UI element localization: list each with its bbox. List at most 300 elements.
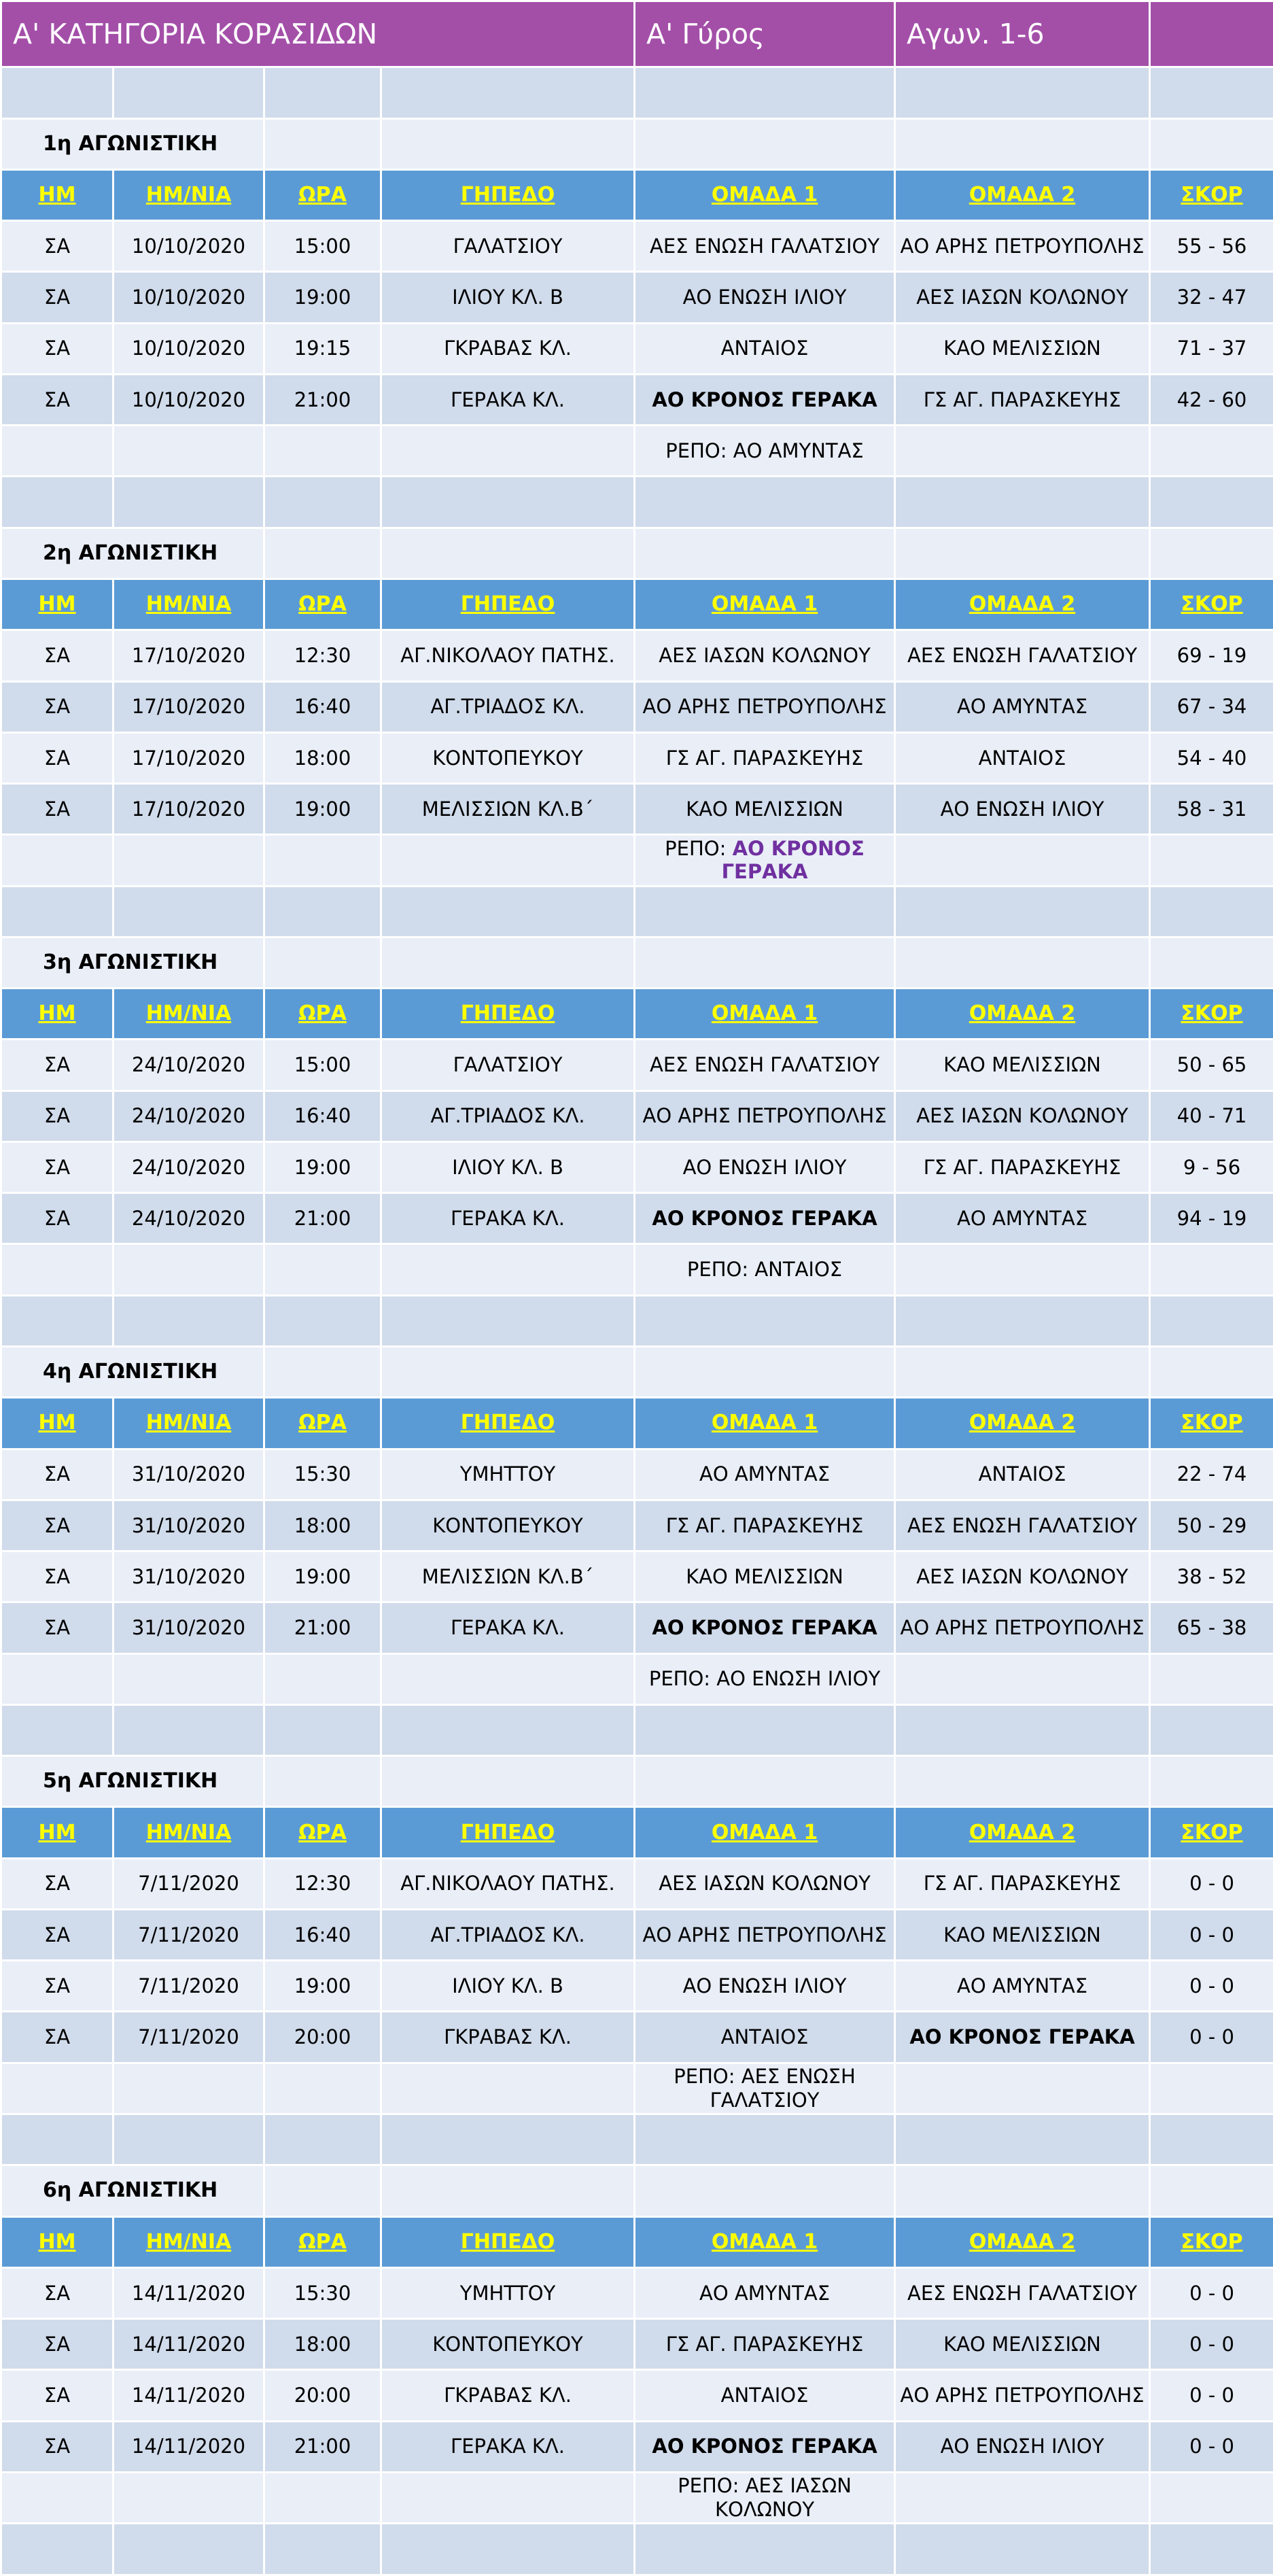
empty-cell bbox=[381, 1653, 635, 1704]
match-row bbox=[1, 1551, 1273, 1602]
match-row bbox=[1, 1040, 1273, 1090]
round-label: 2η ΑΓΩΝΙΣΤΙΚΗ bbox=[1, 528, 264, 579]
round-label-row bbox=[1, 937, 1273, 988]
venue-cell: ΙΛΙΟΥ ΚΛ. Β bbox=[381, 1141, 635, 1192]
column-header: ΓΗΠΕΔΟ bbox=[381, 1807, 635, 1858]
date-cell: 31/10/2020 bbox=[114, 1602, 264, 1653]
bye-label: ΡΕΠΟ: bbox=[665, 836, 727, 860]
empty-cell bbox=[635, 67, 895, 118]
bye-row bbox=[1, 426, 1273, 477]
time-cell: 19:00 bbox=[264, 1141, 381, 1192]
column-header: ΗΜ bbox=[1, 579, 114, 630]
time-cell: 18:00 bbox=[264, 1500, 381, 1551]
venue-cell: ΓΚΡΑΒΑΣ ΚΛ. bbox=[381, 2012, 635, 2063]
score-cell: 40 - 71 bbox=[1150, 1090, 1273, 1141]
empty-cell bbox=[895, 937, 1150, 988]
team2-cell: ΑΟ ΑΡΗΣ ΠΕΤΡΟΥΠΟΛΗΣ bbox=[895, 221, 1150, 272]
team2-cell: ΚΑΟ ΜΕΛΙΣΣΙΩΝ bbox=[895, 1909, 1150, 1960]
match-row bbox=[1, 2267, 1273, 2318]
date-cell: 17/10/2020 bbox=[114, 681, 264, 732]
venue-cell: ΙΛΙΟΥ ΚΛ. Β bbox=[381, 272, 635, 323]
team2-cell: ΑΟ ΕΝΩΣΗ ΙΛΙΟΥ bbox=[895, 2421, 1150, 2472]
empty-cell bbox=[264, 2114, 381, 2165]
empty-cell bbox=[1, 1244, 114, 1295]
column-header: ΗΜ/ΝΙΑ bbox=[114, 579, 264, 630]
day-cell: ΣΑ bbox=[1, 374, 114, 425]
date-cell: 24/10/2020 bbox=[114, 1141, 264, 1192]
date-cell: 31/10/2020 bbox=[114, 1551, 264, 1602]
team1-cell: ΑΟ ΑΡΗΣ ΠΕΤΡΟΥΠΟΛΗΣ bbox=[635, 1909, 895, 1960]
day-cell: ΣΑ bbox=[1, 2319, 114, 2370]
empty-cell bbox=[114, 1244, 264, 1295]
empty-cell bbox=[264, 118, 381, 169]
spacer-row bbox=[1, 67, 1273, 118]
column-header: ΟΜΑΔΑ 2 bbox=[895, 989, 1150, 1040]
column-header: ΗΜ bbox=[1, 169, 114, 220]
column-header: ΓΗΠΕΔΟ bbox=[381, 2216, 635, 2267]
column-header: ΗΜ/ΝΙΑ bbox=[114, 2216, 264, 2267]
column-header: ΓΗΠΕΔΟ bbox=[381, 169, 635, 220]
empty-cell bbox=[114, 477, 264, 528]
column-header: ΗΜ bbox=[1, 1398, 114, 1449]
match-row bbox=[1, 1909, 1273, 1960]
title-row bbox=[1, 1, 1273, 67]
category-title: Α' ΚΑΤΗΓΟΡΙΑ ΚΟΡΑΣΙΔΩΝ bbox=[1, 1, 635, 67]
time-cell: 18:00 bbox=[264, 2319, 381, 2370]
empty-cell bbox=[1150, 67, 1273, 118]
team2-cell: ΚΑΟ ΜΕΛΙΣΣΙΩΝ bbox=[895, 323, 1150, 374]
team2-cell: ΑΕΣ ΙΑΣΩΝ ΚΟΛΩΝΟΥ bbox=[895, 1551, 1150, 1602]
date-cell: 24/10/2020 bbox=[114, 1040, 264, 1090]
empty-cell bbox=[264, 1347, 381, 1398]
empty-cell bbox=[635, 2524, 895, 2575]
round-label: 4η ΑΓΩΝΙΣΤΙΚΗ bbox=[1, 1347, 264, 1398]
empty-cell bbox=[381, 528, 635, 579]
match-row bbox=[1, 374, 1273, 425]
bye-row bbox=[1, 1244, 1273, 1295]
empty-cell bbox=[1, 886, 114, 937]
venue-cell: ΓΕΡΑΚΑ ΚΛ. bbox=[381, 1193, 635, 1244]
day-cell: ΣΑ bbox=[1, 1909, 114, 1960]
empty-cell bbox=[114, 2063, 264, 2114]
column-header: ΟΜΑΔΑ 1 bbox=[635, 1398, 895, 1449]
match-row bbox=[1, 2012, 1273, 2063]
empty-cell bbox=[114, 2472, 264, 2523]
team2-cell: ΓΣ ΑΓ. ΠΑΡΑΣΚΕΥΗΣ bbox=[895, 1858, 1150, 1909]
venue-cell: ΓΑΛΑΤΣΙΟΥ bbox=[381, 221, 635, 272]
empty-cell bbox=[114, 886, 264, 937]
empty-cell bbox=[635, 118, 895, 169]
empty-cell bbox=[895, 835, 1150, 886]
date-cell: 14/11/2020 bbox=[114, 2370, 264, 2421]
bye-team: ΑΟ ΕΝΩΣΗ ΙΛΙΟΥ bbox=[716, 1667, 881, 1691]
empty-cell bbox=[895, 2524, 1150, 2575]
column-header-row bbox=[1, 2216, 1273, 2267]
bye-cell bbox=[635, 2472, 895, 2523]
time-cell: 12:30 bbox=[264, 630, 381, 681]
score-cell: 0 - 0 bbox=[1150, 1961, 1273, 2012]
venue-cell: ΚΟΝΤΟΠΕΥΚΟΥ bbox=[381, 1500, 635, 1551]
team1-cell: ΑΟ ΚΡΟΝΟΣ ΓΕΡΑΚΑ bbox=[635, 1602, 895, 1653]
venue-cell: ΑΓ.ΝΙΚΟΛΑΟΥ ΠΑΤΗΣ. bbox=[381, 1858, 635, 1909]
empty-cell bbox=[635, 1704, 895, 1755]
bye-team: ΑΟ ΑΜΥΝΤΑΣ bbox=[733, 439, 864, 462]
empty-cell bbox=[635, 886, 895, 937]
empty-cell bbox=[635, 477, 895, 528]
column-header: ΣΚΟΡ bbox=[1150, 1398, 1273, 1449]
column-header: ΟΜΑΔΑ 2 bbox=[895, 169, 1150, 220]
team1-cell: ΑΕΣ ΙΑΣΩΝ ΚΟΛΩΝΟΥ bbox=[635, 1858, 895, 1909]
team2-cell: ΑΟ ΚΡΟΝΟΣ ΓΕΡΑΚΑ bbox=[895, 2012, 1150, 2063]
venue-cell: ΓΑΛΑΤΣΙΟΥ bbox=[381, 1040, 635, 1090]
empty-cell bbox=[635, 937, 895, 988]
empty-cell bbox=[895, 1295, 1150, 1346]
time-cell: 15:00 bbox=[264, 221, 381, 272]
empty-cell bbox=[381, 1756, 635, 1807]
team1-cell: ΑΟ ΚΡΟΝΟΣ ΓΕΡΑΚΑ bbox=[635, 2421, 895, 2472]
day-cell: ΣΑ bbox=[1, 732, 114, 783]
round-label: 6η ΑΓΩΝΙΣΤΙΚΗ bbox=[1, 2165, 264, 2216]
column-header: ΓΗΠΕΔΟ bbox=[381, 989, 635, 1040]
empty-cell bbox=[635, 2114, 895, 2165]
bye-label: ΡΕΠΟ: bbox=[648, 1667, 711, 1691]
empty-cell bbox=[1150, 2114, 1273, 2165]
score-cell: 94 - 19 bbox=[1150, 1193, 1273, 1244]
venue-cell: ΓΚΡΑΒΑΣ ΚΛ. bbox=[381, 323, 635, 374]
empty-cell bbox=[1150, 118, 1273, 169]
date-cell: 14/11/2020 bbox=[114, 2319, 264, 2370]
empty-cell bbox=[1150, 2165, 1273, 2216]
empty-cell bbox=[114, 2114, 264, 2165]
team1-cell: ΑΟ ΑΜΥΝΤΑΣ bbox=[635, 1449, 895, 1500]
round-label-row bbox=[1, 1756, 1273, 1807]
match-row bbox=[1, 323, 1273, 374]
date-cell: 10/10/2020 bbox=[114, 221, 264, 272]
empty-cell bbox=[264, 835, 381, 886]
empty-cell bbox=[264, 937, 381, 988]
column-header: ΗΜ/ΝΙΑ bbox=[114, 1398, 264, 1449]
day-cell: ΣΑ bbox=[1, 1500, 114, 1551]
column-header-row bbox=[1, 989, 1273, 1040]
round-label-row bbox=[1, 118, 1273, 169]
venue-cell: ΑΓ.ΝΙΚΟΛΑΟΥ ΠΑΤΗΣ. bbox=[381, 630, 635, 681]
empty-cell bbox=[114, 835, 264, 886]
score-cell: 67 - 34 bbox=[1150, 681, 1273, 732]
spacer-row bbox=[1, 1704, 1273, 1755]
time-cell: 19:00 bbox=[264, 1551, 381, 1602]
date-cell: 7/11/2020 bbox=[114, 1909, 264, 1960]
match-row bbox=[1, 272, 1273, 323]
day-cell: ΣΑ bbox=[1, 630, 114, 681]
score-cell: 0 - 0 bbox=[1150, 2370, 1273, 2421]
empty-cell bbox=[381, 835, 635, 886]
match-row bbox=[1, 1193, 1273, 1244]
empty-cell bbox=[635, 1756, 895, 1807]
team1-cell: ΑΕΣ ΕΝΩΣΗ ΓΑΛΑΤΣΙΟΥ bbox=[635, 221, 895, 272]
match-row bbox=[1, 2370, 1273, 2421]
score-cell: 42 - 60 bbox=[1150, 374, 1273, 425]
match-row bbox=[1, 1602, 1273, 1653]
day-cell: ΣΑ bbox=[1, 323, 114, 374]
empty-cell bbox=[381, 1244, 635, 1295]
time-cell: 19:00 bbox=[264, 272, 381, 323]
round-label: 3η ΑΓΩΝΙΣΤΙΚΗ bbox=[1, 937, 264, 988]
column-header: ΩΡΑ bbox=[264, 169, 381, 220]
column-header: ΟΜΑΔΑ 2 bbox=[895, 579, 1150, 630]
bye-cell bbox=[635, 835, 895, 886]
empty-cell bbox=[264, 2165, 381, 2216]
column-header: ΟΜΑΔΑ 1 bbox=[635, 169, 895, 220]
empty-cell bbox=[381, 118, 635, 169]
team1-cell: ΑΟ ΕΝΩΣΗ ΙΛΙΟΥ bbox=[635, 272, 895, 323]
team1-cell: ΑΟ ΑΡΗΣ ΠΕΤΡΟΥΠΟΛΗΣ bbox=[635, 1090, 895, 1141]
date-cell: 24/10/2020 bbox=[114, 1193, 264, 1244]
match-row bbox=[1, 630, 1273, 681]
score-cell: 50 - 29 bbox=[1150, 1500, 1273, 1551]
venue-cell: ΜΕΛΙΣΣΙΩΝ ΚΛ.Β΄ bbox=[381, 1551, 635, 1602]
empty-cell bbox=[895, 1244, 1150, 1295]
column-header: ΩΡΑ bbox=[264, 2216, 381, 2267]
score-cell: 0 - 0 bbox=[1150, 2421, 1273, 2472]
venue-cell: ΓΕΡΑΚΑ ΚΛ. bbox=[381, 1602, 635, 1653]
empty-cell bbox=[1, 1653, 114, 1704]
team2-cell: ΚΑΟ ΜΕΛΙΣΣΙΩΝ bbox=[895, 1040, 1150, 1090]
empty-cell bbox=[1150, 886, 1273, 937]
empty-cell bbox=[1150, 937, 1273, 988]
match-row bbox=[1, 784, 1273, 835]
bye-row bbox=[1, 2063, 1273, 2114]
team2-cell: ΓΣ ΑΓ. ΠΑΡΑΣΚΕΥΗΣ bbox=[895, 374, 1150, 425]
time-cell: 16:40 bbox=[264, 1909, 381, 1960]
team2-cell: ΑΕΣ ΙΑΣΩΝ ΚΟΛΩΝΟΥ bbox=[895, 1090, 1150, 1141]
empty-cell bbox=[264, 477, 381, 528]
bye-label: ΡΕΠΟ: bbox=[678, 2474, 739, 2498]
time-cell: 21:00 bbox=[264, 1602, 381, 1653]
column-header: ΗΜ bbox=[1, 989, 114, 1040]
date-cell: 14/11/2020 bbox=[114, 2421, 264, 2472]
empty-cell bbox=[381, 67, 635, 118]
venue-cell: ΑΓ.ΤΡΙΑΔΟΣ ΚΛ. bbox=[381, 681, 635, 732]
match-row bbox=[1, 1858, 1273, 1909]
match-row bbox=[1, 681, 1273, 732]
empty-cell bbox=[381, 937, 635, 988]
empty-cell bbox=[264, 886, 381, 937]
empty-cell bbox=[264, 1653, 381, 1704]
empty-cell bbox=[264, 67, 381, 118]
column-header: ΩΡΑ bbox=[264, 579, 381, 630]
empty-cell bbox=[895, 528, 1150, 579]
column-header: ΟΜΑΔΑ 2 bbox=[895, 1807, 1150, 1858]
team1-cell: ΑΟ ΑΜΥΝΤΑΣ bbox=[635, 2267, 895, 2318]
empty-cell bbox=[895, 1756, 1150, 1807]
empty-cell bbox=[1, 1704, 114, 1755]
bye-cell bbox=[635, 1653, 895, 1704]
empty-cell bbox=[381, 2472, 635, 2523]
team2-cell: ΑΕΣ ΕΝΩΣΗ ΓΑΛΑΤΣΙΟΥ bbox=[895, 2267, 1150, 2318]
empty-cell bbox=[895, 886, 1150, 937]
empty-cell bbox=[1150, 1704, 1273, 1755]
time-cell: 20:00 bbox=[264, 2370, 381, 2421]
column-header: ΟΜΑΔΑ 1 bbox=[635, 579, 895, 630]
team2-cell: ΑΟ ΑΡΗΣ ΠΕΤΡΟΥΠΟΛΗΣ bbox=[895, 2370, 1150, 2421]
spacer-row bbox=[1, 1295, 1273, 1346]
day-cell: ΣΑ bbox=[1, 1858, 114, 1909]
empty-cell bbox=[264, 1295, 381, 1346]
empty-cell bbox=[381, 2063, 635, 2114]
column-header: ΟΜΑΔΑ 1 bbox=[635, 2216, 895, 2267]
bye-row bbox=[1, 1653, 1273, 1704]
score-cell: 22 - 74 bbox=[1150, 1449, 1273, 1500]
empty-cell bbox=[635, 2165, 895, 2216]
empty-cell bbox=[895, 118, 1150, 169]
team2-cell: ΑΟ ΑΜΥΝΤΑΣ bbox=[895, 1193, 1150, 1244]
time-cell: 20:00 bbox=[264, 2012, 381, 2063]
time-cell: 16:40 bbox=[264, 1090, 381, 1141]
round-label-row bbox=[1, 528, 1273, 579]
time-cell: 21:00 bbox=[264, 1193, 381, 1244]
time-cell: 19:00 bbox=[264, 1961, 381, 2012]
day-cell: ΣΑ bbox=[1, 272, 114, 323]
team2-cell: ΑΟ ΑΜΥΝΤΑΣ bbox=[895, 681, 1150, 732]
venue-cell: ΥΜΗΤΤΟΥ bbox=[381, 1449, 635, 1500]
column-header: ΟΜΑΔΑ 2 bbox=[895, 2216, 1150, 2267]
empty-cell bbox=[264, 2472, 381, 2523]
empty-cell bbox=[895, 426, 1150, 477]
empty-cell bbox=[1150, 528, 1273, 579]
column-header: ΓΗΠΕΔΟ bbox=[381, 579, 635, 630]
bye-label: ΡΕΠΟ: bbox=[665, 439, 727, 462]
spacer-row bbox=[1, 2524, 1273, 2575]
team1-cell: ΑΕΣ ΕΝΩΣΗ ΓΑΛΑΤΣΙΟΥ bbox=[635, 1040, 895, 1090]
score-cell: 54 - 40 bbox=[1150, 732, 1273, 783]
empty-cell bbox=[1, 835, 114, 886]
score-cell: 32 - 47 bbox=[1150, 272, 1273, 323]
empty-cell bbox=[264, 2524, 381, 2575]
time-cell: 15:30 bbox=[264, 2267, 381, 2318]
date-cell: 31/10/2020 bbox=[114, 1500, 264, 1551]
day-cell: ΣΑ bbox=[1, 1551, 114, 1602]
match-row bbox=[1, 732, 1273, 783]
empty-cell bbox=[635, 1347, 895, 1398]
day-cell: ΣΑ bbox=[1, 1449, 114, 1500]
team1-cell: ΑΝΤΑΙΟΣ bbox=[635, 2370, 895, 2421]
column-header: ΟΜΑΔΑ 1 bbox=[635, 1807, 895, 1858]
empty-cell bbox=[114, 1704, 264, 1755]
team1-cell: ΑΟ ΑΡΗΣ ΠΕΤΡΟΥΠΟΛΗΣ bbox=[635, 681, 895, 732]
match-row bbox=[1, 1449, 1273, 1500]
empty-cell bbox=[114, 67, 264, 118]
team1-cell: ΑΟ ΕΝΩΣΗ ΙΛΙΟΥ bbox=[635, 1961, 895, 2012]
empty-cell bbox=[381, 886, 635, 937]
score-cell: 50 - 65 bbox=[1150, 1040, 1273, 1090]
day-cell: ΣΑ bbox=[1, 1040, 114, 1090]
team1-cell: ΓΣ ΑΓ. ΠΑΡΑΣΚΕΥΗΣ bbox=[635, 1500, 895, 1551]
team2-cell: ΑΟ ΕΝΩΣΗ ΙΛΙΟΥ bbox=[895, 784, 1150, 835]
column-header-row bbox=[1, 169, 1273, 220]
score-cell: 0 - 0 bbox=[1150, 2012, 1273, 2063]
team2-cell: ΑΕΣ ΙΑΣΩΝ ΚΟΛΩΝΟΥ bbox=[895, 272, 1150, 323]
date-cell: 17/10/2020 bbox=[114, 784, 264, 835]
column-header-row bbox=[1, 1398, 1273, 1449]
score-cell: 65 - 38 bbox=[1150, 1602, 1273, 1653]
bye-label: ΡΕΠΟ: bbox=[686, 1258, 749, 1282]
date-cell: 17/10/2020 bbox=[114, 732, 264, 783]
empty-cell bbox=[1150, 2472, 1273, 2523]
day-cell: ΣΑ bbox=[1, 784, 114, 835]
time-cell: 15:00 bbox=[264, 1040, 381, 1090]
time-cell: 21:00 bbox=[264, 374, 381, 425]
empty-cell bbox=[1, 67, 114, 118]
date-cell: 7/11/2020 bbox=[114, 1858, 264, 1909]
spacer-row bbox=[1, 477, 1273, 528]
team2-cell: ΓΣ ΑΓ. ΠΑΡΑΣΚΕΥΗΣ bbox=[895, 1141, 1150, 1192]
empty-cell bbox=[264, 1756, 381, 1807]
empty-cell bbox=[1150, 1244, 1273, 1295]
score-cell: 71 - 37 bbox=[1150, 323, 1273, 374]
time-cell: 19:15 bbox=[264, 323, 381, 374]
empty-cell bbox=[381, 1295, 635, 1346]
empty-cell bbox=[895, 1347, 1150, 1398]
venue-cell: ΓΚΡΑΒΑΣ ΚΛ. bbox=[381, 2370, 635, 2421]
day-cell: ΣΑ bbox=[1, 1193, 114, 1244]
team2-cell: ΑΝΤΑΙΟΣ bbox=[895, 732, 1150, 783]
spacer-row bbox=[1, 886, 1273, 937]
column-header: ΗΜ/ΝΙΑ bbox=[114, 989, 264, 1040]
score-cell: 55 - 56 bbox=[1150, 221, 1273, 272]
empty-cell bbox=[381, 477, 635, 528]
matchdays-title: Αγων. 1-6 bbox=[895, 1, 1150, 67]
bye-team: ΑΕΣ ΕΝΩΣΗ ΓΑΛΑΤΣΙΟΥ bbox=[710, 2065, 856, 2112]
time-cell: 16:40 bbox=[264, 681, 381, 732]
empty-cell bbox=[1150, 1347, 1273, 1398]
match-row bbox=[1, 1141, 1273, 1192]
venue-cell: ΚΟΝΤΟΠΕΥΚΟΥ bbox=[381, 732, 635, 783]
round-label: 5η ΑΓΩΝΙΣΤΙΚΗ bbox=[1, 1756, 264, 1807]
day-cell: ΣΑ bbox=[1, 1961, 114, 2012]
empty-cell bbox=[1150, 835, 1273, 886]
score-cell: 58 - 31 bbox=[1150, 784, 1273, 835]
venue-cell: ΜΕΛΙΣΣΙΩΝ ΚΛ.Β΄ bbox=[381, 784, 635, 835]
venue-cell: ΙΛΙΟΥ ΚΛ. Β bbox=[381, 1961, 635, 2012]
column-header: ΟΜΑΔΑ 1 bbox=[635, 989, 895, 1040]
bye-team: ΑΟ ΚΡΟΝΟΣ ΓΕΡΑΚΑ bbox=[721, 836, 865, 884]
date-cell: 24/10/2020 bbox=[114, 1090, 264, 1141]
date-cell: 10/10/2020 bbox=[114, 272, 264, 323]
column-header-row bbox=[1, 1807, 1273, 1858]
empty-cell bbox=[1, 2472, 114, 2523]
date-cell: 7/11/2020 bbox=[114, 1961, 264, 2012]
column-header: ΗΜ bbox=[1, 1807, 114, 1858]
empty-cell bbox=[381, 426, 635, 477]
match-row bbox=[1, 1090, 1273, 1141]
team1-cell: ΚΑΟ ΜΕΛΙΣΣΙΩΝ bbox=[635, 784, 895, 835]
date-cell: 7/11/2020 bbox=[114, 2012, 264, 2063]
empty-cell bbox=[1, 426, 114, 477]
empty-cell bbox=[1150, 1653, 1273, 1704]
team2-cell: ΚΑΟ ΜΕΛΙΣΣΙΩΝ bbox=[895, 2319, 1150, 2370]
column-header: ΟΜΑΔΑ 2 bbox=[895, 1398, 1150, 1449]
round-label: 1η ΑΓΩΝΙΣΤΙΚΗ bbox=[1, 118, 264, 169]
column-header: ΣΚΟΡ bbox=[1150, 579, 1273, 630]
empty-cell bbox=[1, 2524, 114, 2575]
day-cell: ΣΑ bbox=[1, 681, 114, 732]
empty-cell bbox=[1, 2114, 114, 2165]
team1-cell: ΚΑΟ ΜΕΛΙΣΣΙΩΝ bbox=[635, 1551, 895, 1602]
empty-cell bbox=[114, 2524, 264, 2575]
day-cell: ΣΑ bbox=[1, 2267, 114, 2318]
empty-cell bbox=[1150, 1295, 1273, 1346]
score-cell: 69 - 19 bbox=[1150, 630, 1273, 681]
